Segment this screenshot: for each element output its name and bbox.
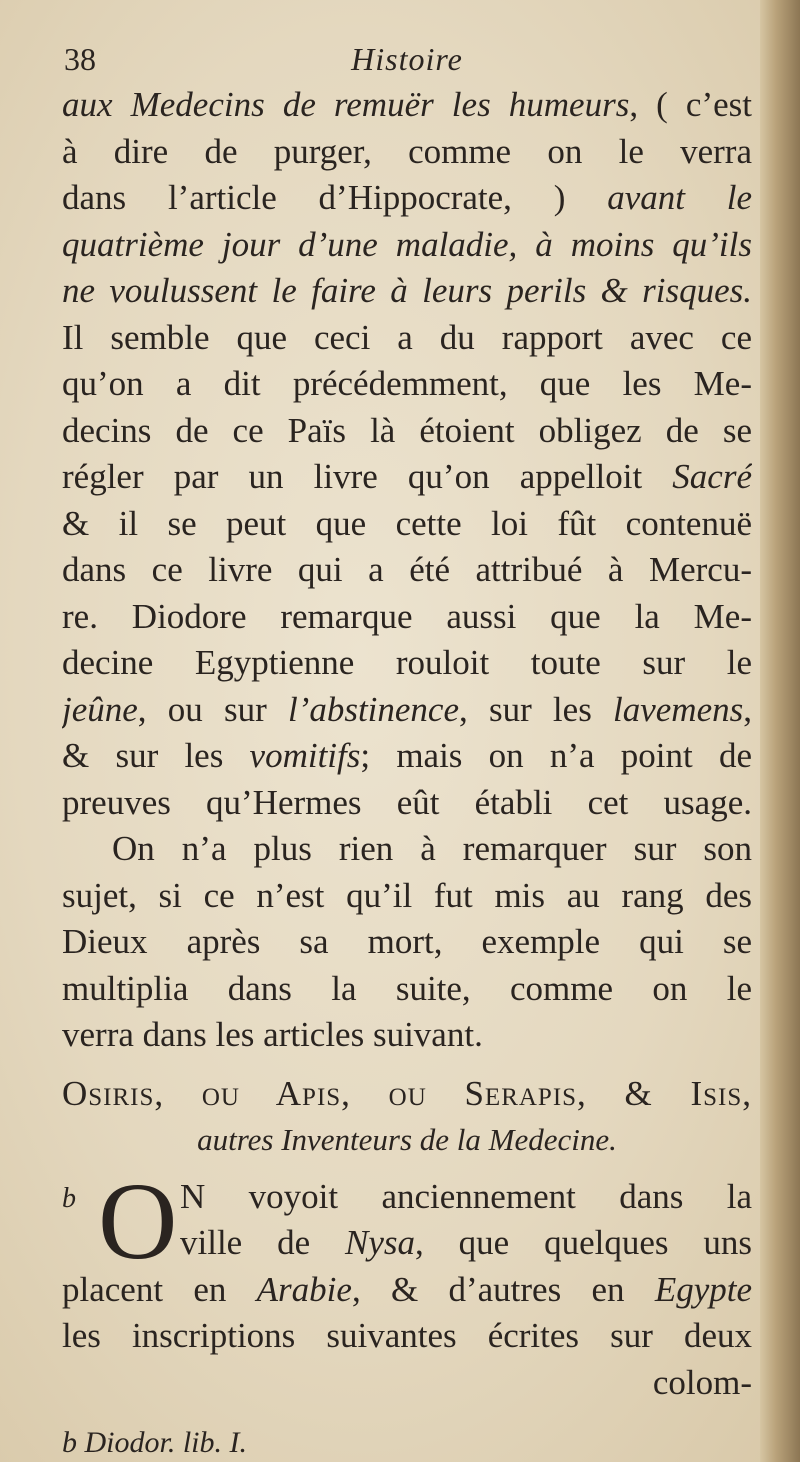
section-paragraph [62,1159,752,1407]
text-run: , ( c’est [629,85,752,124]
page-number: 38 [64,41,96,77]
text-run: , que quelques uns [415,1223,752,1262]
text-run: preuves qu’Hermes eût établi cet usage. [62,782,752,822]
text-run: les inscriptions suivantes écrites sur deux [62,1316,752,1355]
text-line [62,268,752,315]
text-line [62,501,752,548]
text-line [62,222,752,269]
page-header [62,36,752,82]
text-run: , & d’autres en [351,1269,655,1309]
italic-text: Egypte [654,1269,752,1309]
text-run: à dire de purger, comme on le verra [62,131,752,171]
text-run: & il se peut que cette loi fût contenuë [62,503,752,543]
footnote-marker: b [62,1182,76,1214]
text-line [62,1012,752,1059]
text-run: decins de ce Païs là étoient obligez de se [62,410,752,450]
text-line [62,640,752,687]
text-line [62,733,752,780]
drop-cap: O [98,1159,178,1282]
text-run: Dieux après sa mort, exemple qui se [62,922,752,961]
text-line [62,919,752,966]
text-run: ville de [180,1223,346,1262]
text-block [62,36,752,1462]
text-run: dans ce livre qui a été attribué à Mercu- [62,550,752,589]
italic-text: vomitifs [249,736,361,775]
text-line [62,454,752,501]
italic-text: ne voulussent le faire à leurs perils & risques. [62,271,752,310]
catchword: colom- [652,1362,752,1402]
text-run: régler par un livre qu’on appelloit [62,457,673,496]
text-run: , [743,689,752,729]
text-line [62,315,752,362]
body-paragraphs [62,82,752,1059]
text-line [62,966,752,1013]
page-gutter [760,0,800,1462]
italic-text: lavemens [613,689,744,729]
text-run: , sur les [459,689,614,729]
italic-text: jeûne [62,689,138,729]
text-run: multiplia dans la suite, comme on le [62,968,752,1008]
text-run: On n’a plus rien à remarquer sur son [112,829,752,868]
text-line [62,175,752,222]
italic-text: avant le [607,178,752,217]
italic-text: quatrième jour d’une maladie, à moins qu’ils [62,224,752,264]
footnote: b Diodor. lib. I. [62,1426,248,1459]
text-run: sujet, si ce n’est qu’il fut mis au rang des [62,875,752,915]
text-run: N voyoit anciennement dans la [180,1176,752,1216]
text-line [62,780,752,827]
text-line [62,1313,752,1360]
italic-text: Arabie [256,1269,352,1309]
text-run: verra dans les articles suivant. [62,1015,483,1054]
text-run: re. Diodore remarque aussi que la Me- [62,596,752,636]
text-line [62,547,752,594]
text-line [62,687,752,734]
italic-text: l’abstinence [287,689,459,729]
text-line [62,129,752,176]
text-line [62,361,752,408]
text-line [62,594,752,641]
text-line [62,408,752,455]
section-title: Osiris, ou Apis, ou Serapis, & Isis, [62,1073,752,1113]
text-run: & sur les [62,736,250,775]
text-run: Il semble que ceci a du rapport avec ce [62,317,752,357]
text-line [62,82,752,129]
section-subtitle: autres Inventeurs de la Medecine. [197,1122,617,1157]
text-run: decine Egyptienne rouloit toute sur le [62,643,752,682]
text-line [62,826,752,873]
running-head: Histoire [351,41,463,77]
text-run: qu’on a dit précédemment, que les Me- [62,364,752,403]
italic-text: Nysa [345,1223,416,1262]
text-run: , ou sur [137,689,288,729]
italic-text: Sacré [672,457,752,496]
text-run: dans l’article d’Hippocrate, ) [62,178,608,217]
text-run: ; mais on n’a point de [360,736,752,775]
text-run: placent en [62,1269,257,1309]
text-line [62,873,752,920]
italic-text: aux Medecins de remuër les humeurs [62,85,630,124]
